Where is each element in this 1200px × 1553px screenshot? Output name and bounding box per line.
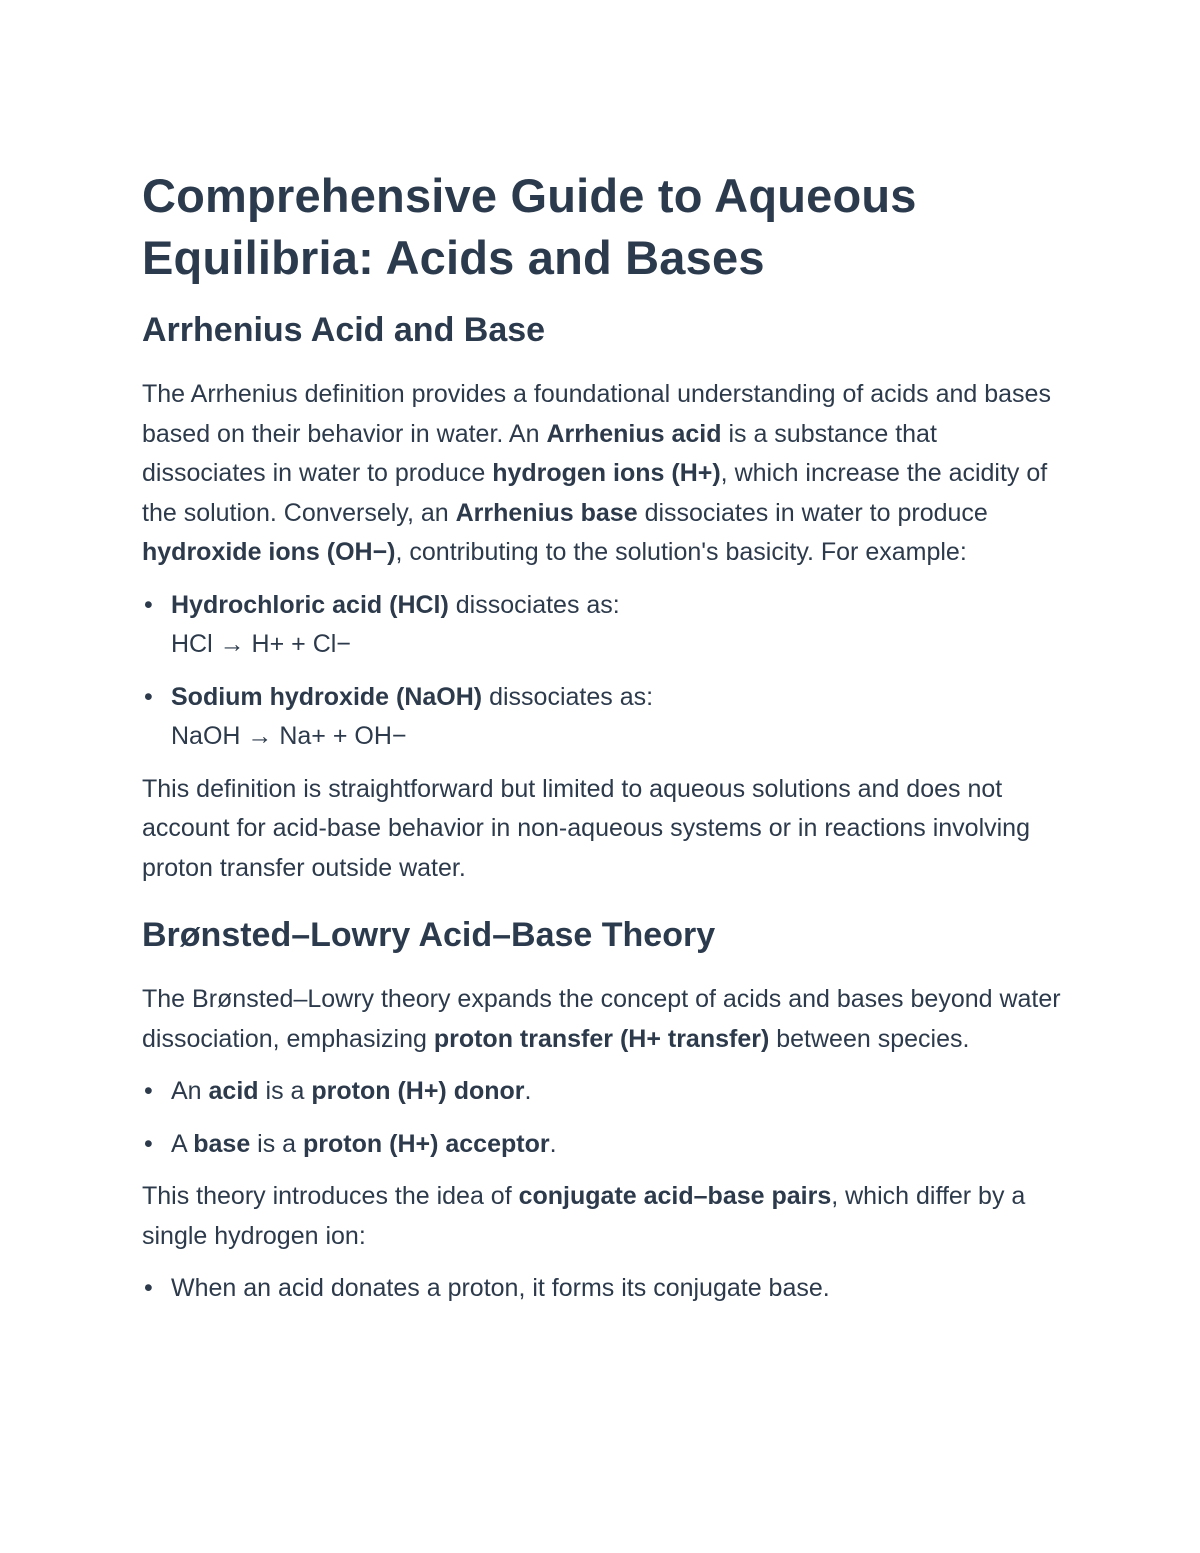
bullet-icon: • [144, 682, 153, 711]
list-item: • When an acid donates a proton, it forms its conjugate base. [142, 1269, 1062, 1309]
page-title-line-2: Equilibria: Acids and Bases [142, 231, 765, 284]
equation-naoh: NaOH → Na+ + OH− [171, 722, 407, 750]
bronsted-intro-paragraph: The Brønsted–Lowry theory expands the concept of acids and bases beyond water dissociation, emphasizing proton transfer (H+ transfer) between species. [142, 985, 1061, 1053]
arrhenius-example-list [142, 586, 1062, 757]
conjugate-pairs-paragraph: This theory introduces the idea of conjugate acid–base pairs, which differ by a single hydrogen ion: [142, 1182, 1026, 1250]
bullet-icon: • [144, 1129, 153, 1158]
section-heading-bronsted-lowry: Brønsted–Lowry Acid–Base Theory [142, 916, 716, 954]
bronsted-definition-list [142, 1072, 1062, 1164]
bullet-icon: • [144, 1274, 153, 1302]
conjugate-list [142, 1269, 1062, 1309]
list-item: • Sodium hydroxide (NaOH) dissociates as: NaOH → Na+ + OH− [142, 678, 1062, 757]
page-title-line-1: Comprehensive Guide to Aqueous [142, 169, 917, 222]
list-item: • A base is a proton (H+) acceptor. [142, 1125, 1062, 1165]
page-title [142, 165, 1062, 289]
arrhenius-intro-paragraph: The Arrhenius definition provides a foundational understanding of acids and bases based on their behavior in water. An Arrhenius acid is a substance that dissociates in water to produce hydrogen ions (H+), which increase the acidity of the solution. Conversely, an Arrhenius base dissociates in water to produce hydroxide ions (OH−), contributing to the solution's basicity. For example: [142, 380, 1051, 566]
list-item: • Hydrochloric acid (HCl) dissociates as: HCl → H+ + Cl− [142, 586, 1062, 665]
arrhenius-limitation-paragraph: This definition is straightforward but limited to aqueous solutions and does not account for acid-base behavior in non-aqueous systems or in reactions involving proton transfer outside water. [142, 774, 1030, 882]
section-heading-arrhenius: Arrhenius Acid and Base [142, 311, 546, 349]
bullet-icon: • [144, 1077, 153, 1105]
equation-hcl: HCl → H+ + Cl− [171, 630, 351, 658]
document-page [142, 165, 1062, 1309]
list-item: • An acid is a proton (H+) donor. [142, 1072, 1062, 1112]
bullet-icon: • [144, 590, 153, 619]
